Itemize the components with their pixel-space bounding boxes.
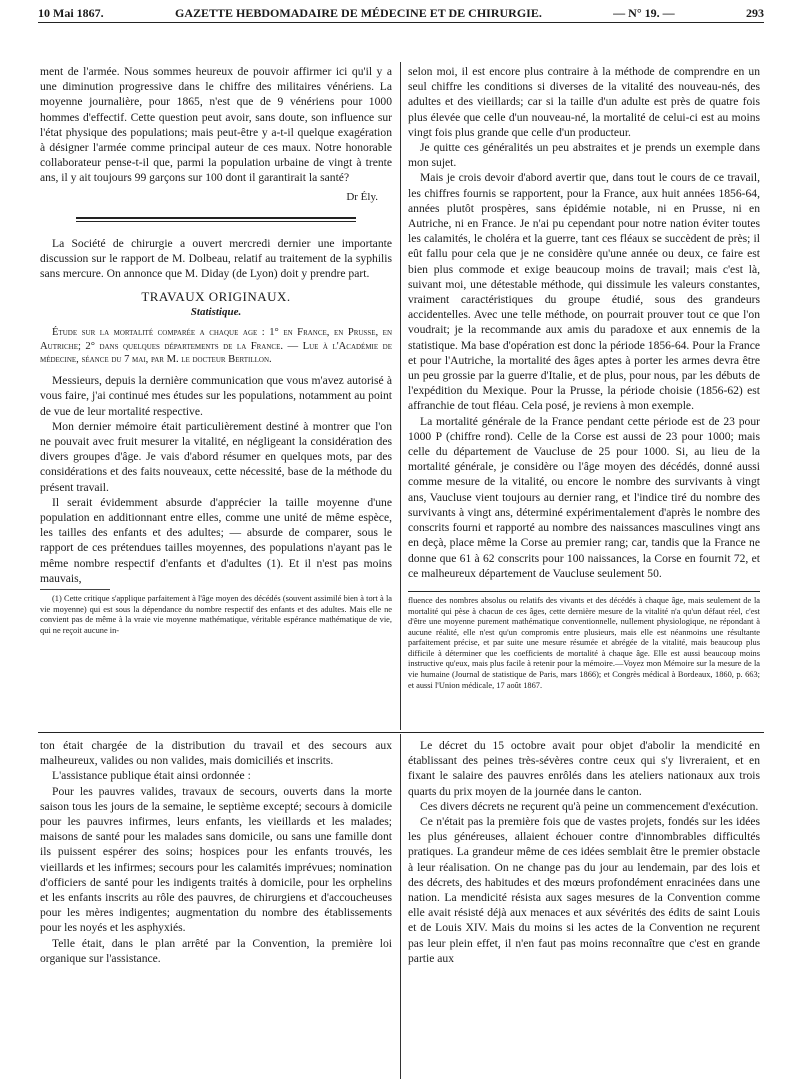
projets-paragraph: Ce n'était pas la première fois que de vastes projets, fondés sur les idées les plus généreuses, allaient échouer contre d'innombrables difficultés pratiques. La grandeur même de ces idées semblait être le premier obstacle à leur réalisation. On ne change pas du jour au lendemain, par des lois et des décrets, des habitudes et des mœurs profondément enracinées dans une nation. La mendicité résista aux sages mesures de la Convention comme elle avait résisté déjà aux menaces et aux sévérités des édits de saint Louis et de Louis XIV. Mais du moins si les actes de la Convention ne reçurent pas leur plein effet, il n'en faut pas moins reconnaître que c'est en grande partie aux: [408, 815, 760, 965]
execution-paragraph: Ces divers décrets ne reçurent qu'à peine un commencement d'exécution.: [420, 799, 759, 813]
footnote-right: fluence des nombres absolus ou relatifs des vivants et des décédés à chaque âge, mais seulement de la mortalité qui pèse à chacun de ces âges, cette dernière mesure de la vitalité n'a qu'un défaut réel, c'est d'être une moyenne purement mathématique conventionnelle, nullement physiologique, ne répondant à aucune réalité, elle n'est qu'un compromis entre plusieurs, mais elle est néanmoins une résultante parfaitement précise, et par suite une mesure résumée et abrégée de la vitalité, mais beaucoup plus difficile à déterminer que les coefficients de mortalité à chaque âge. Elle est aussi beaucoup moins instructive qu'eux, mais plus facile à retenir pour la mémoire.—Voyez mon Mémoire sur la mesure de la vie humaine (Journal de statistique de Paris, mars 1866); et Congrès médical à Bordeaux, 1860, p. 663; et aussi l'Union médicale, 17 août 1867.: [408, 595, 760, 690]
header-issue: — N° 19. —: [613, 5, 675, 20]
left-top-column: [40, 64, 392, 730]
right-bottom-column: [408, 738, 760, 1079]
header-date: 10 Mai 1867.: [38, 5, 104, 20]
vitalite-paragraph: selon moi, il est encore plus contraire à la méthode de comprendre en un seul chiffre les conditions si diverses de la vitalité des nouveau-nés, des adultes et des vieillards; car si la taille d'un adulte est près de quatre fois plus élevée que celle d'un nouveau-né, la mortalité de celui-ci est au moins vingt fois plus grande que celle d'un producteur.: [408, 65, 760, 139]
assistance-paragraph-2: L'assistance publique était ainsi ordonnée :: [52, 769, 251, 783]
thin-rule: [76, 221, 356, 222]
mortalite-paragraph: La mortalité générale de la France pendant cette période est de 23 pour 1000 P (chiffre rond). Celle de la Corse est aussi de 23 pour 1000; mais celle du département de Vaucluse de 25 pour 1000. Si, au lieu de la mortalité générale, je considère ou l'âge moyen des décédés, donné aussi comme mesure de la vitalité, ou encore le nombre des survivants à vingt ans, Vaucluse vient toujours au dernier rang, et l'indice tiré du nombre des survivants à vingt ans, déterminé expérimentalement d'après le nombre des conscrits fourni et rapporté au nombre des naissances masculines vingt ans en deçà, place même la Corse au premier rang; car, tandis que la France ne donne que 61 à 62 conscrits pour 100 naissances, la Corse en fournit 72, et ce malheureux département de Vaucluse seulement 50.: [408, 414, 760, 580]
section-title: TRAVAUX ORIGINAUX.: [141, 289, 291, 305]
header-title: GAZETTE HEBDOMADAIRE DE MÉDECINE ET DE CHIRURGIE.: [175, 5, 542, 20]
intro-paragraph: Messieurs, depuis la dernière communication que vous m'avez autorisé à vous faire, j'ai continué mes études sur les populations, notamment au point de vue de leur mortalité respective.: [40, 374, 392, 418]
society-paragraph: La Société de chirurgie a ouvert mercredi dernier une importante discussion sur le rapport de M. Dolbeau, relatif au traitement de la syphilis sans mercure. On annonce que M. Diday (de Lyon) doit y prendre part.: [40, 236, 392, 281]
taille-paragraph: Il serait évidemment absurde d'apprécier la taille moyenne d'une population en additionnant entre elles, comme une unité de même espèce, les tailles des enfants et des adultes; — absurde de comparer, sous le rapport de ces prétendues tailles moyennes, des populations n'ayant pas le même nombre respectif d'enfants et d'adultes (1). Et il n'est pas moins mauvais,: [40, 495, 392, 585]
generalites-paragraph: Je quitte ces généralités un peu abstraites et je prends un exemple dans mon sujet.: [408, 141, 760, 170]
header-page-number: 293: [745, 5, 764, 20]
column-divider-bottom: [400, 734, 401, 1079]
thick-rule: [76, 217, 356, 219]
signature: Dr Ély.: [346, 190, 378, 203]
article-title: Étude sur la mortalité comparée a chaque age : 1° en France, en Prusse, en Autriche; 2° dans quelques départements de la France. — Lue à l'Académie de médecine, séance du 7 mai, par M. le docteur Bertillon.: [40, 326, 392, 366]
left-bottom-column: [40, 738, 392, 1079]
periode-paragraph: Mais je crois devoir d'abord avertir que, dans tout le cours de ce travail, les chiffres fournis se rapportent, pour la France, aux huit années 1856-64, années plutôt prospères, sans épidémie notable, ni en Prusse, ni en Autriche, ni en France. Je n'ai pu cependant pour notre nation éviter toutes les calamités, le choléra et la guerre, tant ces fléaux se succèdent de près; il eût fallu pour cela que je ne considère qu'une année ou deux, ce faire est bien plus commode et exige beaucoup moins de travail; mais c'est là, suivant moi, une détestable méthode, qui dissimule les valeurs constantes, vraiment caractéristiques du groupe étudié, sous des grandeurs accidentelles. Avec une telle méthode, on pourrait prouver tout ce que l'on voudrait; je la recommande aux amis du paradoxe et aux ennemis de la statistique. Ma base d'opération est donc la période 1856-64. Pour la France et pour l'Autriche, la mortalité des âges aptes à porter les armes devra être un peu grossie par la guerre d'Italie, et de plus, pour nous, par les débuts de l'expédition du Mexique. Pour la Prusse, la période choisie (1856-62) est affranchie de tout fléau. Cela posé, je reviens à mon exemple.: [408, 171, 760, 413]
column-divider-top: [400, 62, 401, 730]
army-paragraph: ment de l'armée. Nous sommes heureux de pouvoir affirmer ici qu'il y a une diminution progressive dans le chiffre des militaires vénériens. La moyenne journalière, pour 1865, n'est que de 9 vénériens pour 1000 hommes d'effectif. Cette question peut avoir, sans doute, son influence sur l'état physique des populations; mais peut-être y a-t-il quelque exagération à désigner l'armée comme principal auteur de ces maux. Notre honorable collaborateur pense-t-il que, parmi la population urbaine de vingt à trente ans, il y ait toujours 99 garçons sur 100 dont il garantirait la santé?: [40, 65, 392, 185]
section-subtitle: Statistique.: [190, 305, 242, 318]
right-top-column: [408, 64, 760, 730]
assistance-paragraph-3: Pour les pauvres valides, travaux de secours, ouverts dans la morte saison tous les jours de la semaine, le septième excepté; secours à domicile pour les pauvres infirmes, leurs enfants, les vieillards et les malades; maisons de santé pour les malades sans domicile, ou sans une famille dont ils puissent espérer des soins; hospices pour les enfants trouvés, les vieillards et les infirmes; secours pour les calamités imprévues; nomination d'officiers de santé pour les indigents traités à domicile, pour les orphelins et les enfants inscrits au rôle des pauvres, de chirurgiens et d'accoucheuses pour les mères indigentes; augmentation du nombre des établissements pour les noyés et les asphyxiés.: [40, 784, 392, 935]
decret-paragraph: Le décret du 15 octobre avait pour objet d'abolir la mendicité en établissant des peines très-sévères contre ceux qui s'y livreraient, et en fixant le salaire des pauvres enrôlés dans les ateliers nationaux aux trois quarts du prix moyen de la journée dans le canton.: [408, 739, 760, 798]
footnote-left: (1) Cette critique s'applique parfaitement à l'âge moyen des décédés (souvent assimilé bien à tort à la vie moyenne) qui est sous la dépendance du nombre respectif des enfants et des adultes. Mais elle ne convient pas de même à la vraie vie moyenne mathématique, véritable espérance mathématique de vie, qui ne reçoit aucune in-: [40, 594, 392, 635]
assistance-paragraph-1: ton était chargée de la distribution du travail et des secours aux malheureux, valides ou non valides, mais domiciliés et inscrits.: [40, 739, 392, 768]
assistance-paragraph-4: Telle était, dans le plan arrêté par la Convention, la première loi organique sur l'assistance.: [40, 936, 392, 965]
memoire-paragraph: Mon dernier mémoire était particulièrement destiné à montrer que l'on ne pouvait avec fruit mesurer la vitalité, en négligeant la considération des divers groupes d'âge. Je vais d'abord résumer en quelques mots, par des considérations et des faits nouveaux, cette nécessité, base de la méthode du présent travail.: [40, 419, 392, 494]
footnote-separator-right: [408, 591, 760, 592]
page-header: [38, 4, 764, 23]
section-divider: [38, 732, 764, 733]
footnote-separator: [40, 589, 110, 590]
